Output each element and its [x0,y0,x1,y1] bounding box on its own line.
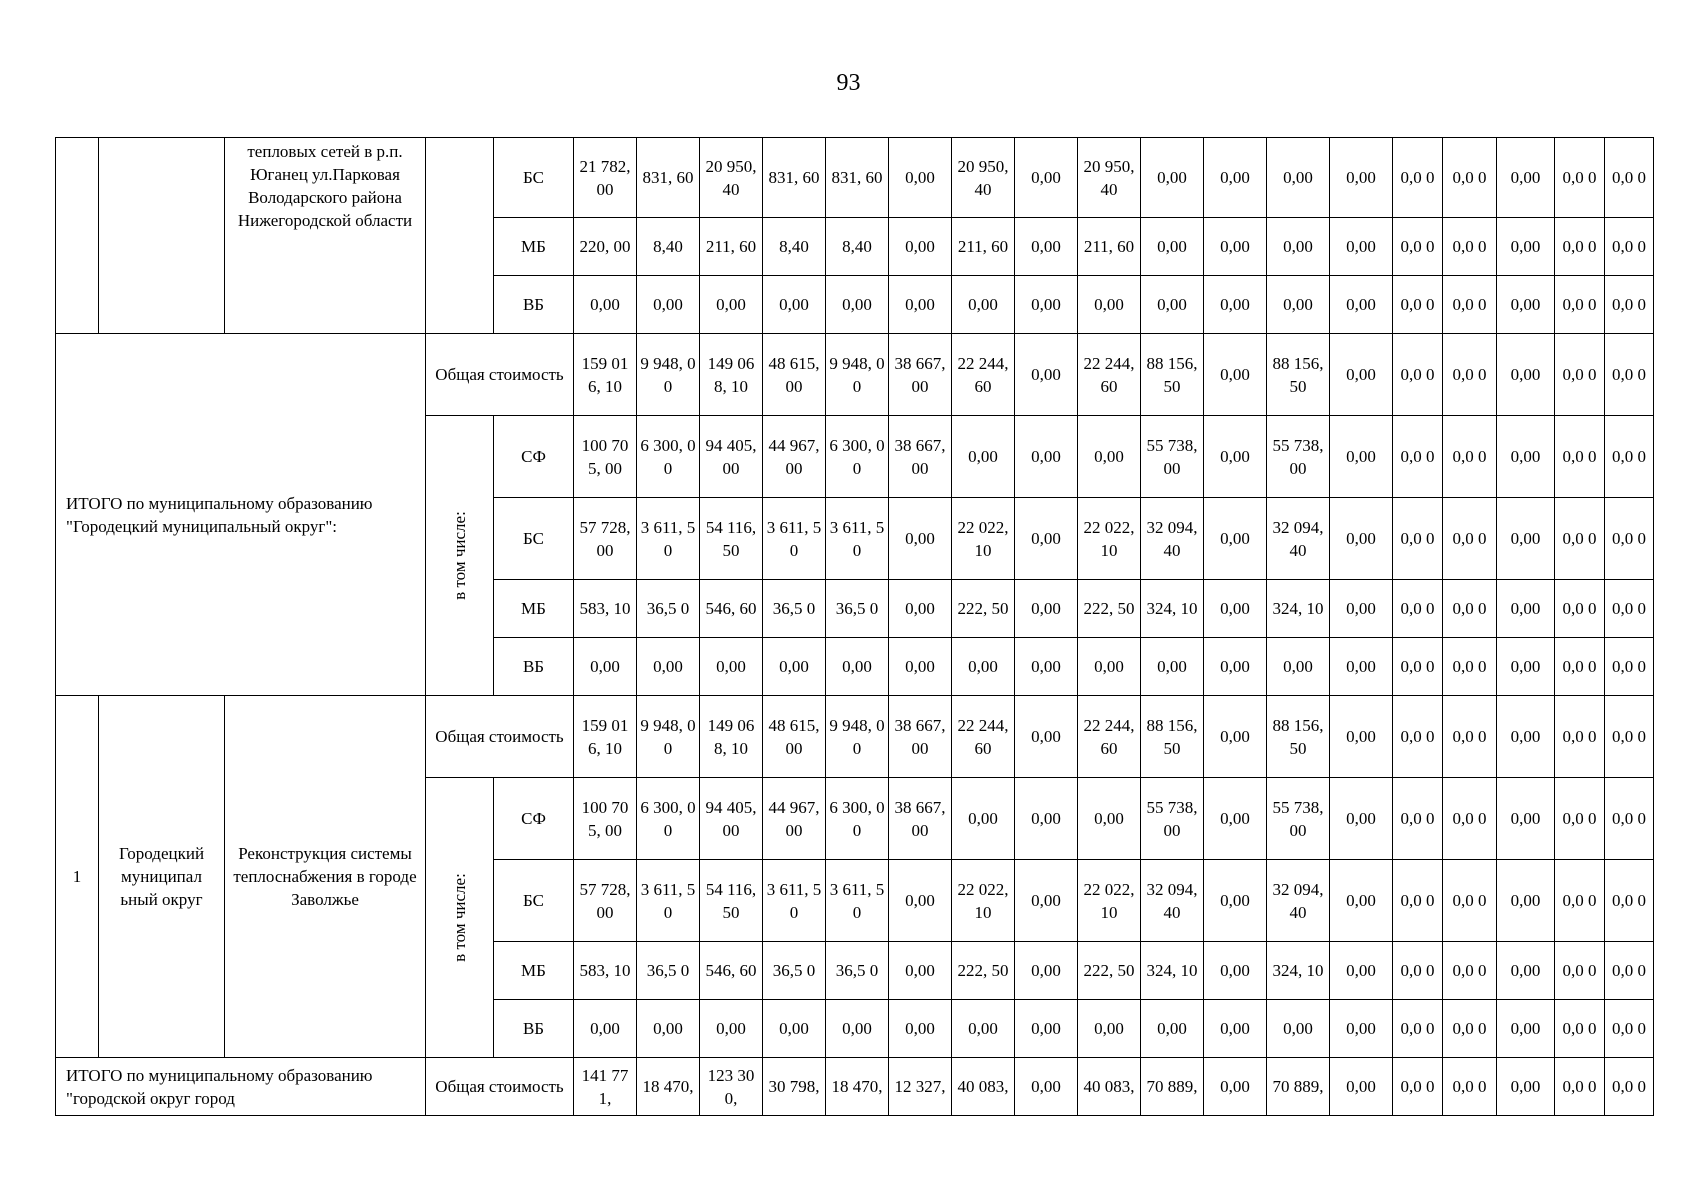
empty-index-cell [56,138,99,334]
source-label: МБ [494,580,574,638]
value-cell: 22 022, 10 [1078,860,1141,942]
including-label-cell [426,778,494,1058]
value-cell: 0,00 [1330,218,1393,276]
value-cell: 546, 60 [700,942,763,1000]
value-cell: 0,0 0 [1605,778,1654,860]
value-cell: 0,0 0 [1605,276,1654,334]
value-cell: 0,00 [952,778,1015,860]
value-cell: 0,00 [1204,416,1267,498]
value-cell: 0,0 0 [1555,218,1605,276]
value-cell: 44 967, 00 [763,778,826,860]
value-cell: 22 022, 10 [952,498,1015,580]
value-cell: 57 728, 00 [574,498,637,580]
value-cell: 0,00 [1141,276,1204,334]
value-cell: 0,0 0 [1555,638,1605,696]
value-cell: 88 156, 50 [1141,696,1204,778]
value-cell: 0,0 0 [1605,696,1654,778]
value-cell: 0,00 [1330,860,1393,942]
value-cell: 8,40 [637,218,700,276]
value-cell: 0,00 [889,580,952,638]
value-cell: 55 738, 00 [1141,778,1204,860]
value-cell: 0,00 [1497,498,1555,580]
value-cell: 21 782, 00 [574,138,637,218]
value-cell: 0,00 [1204,276,1267,334]
block1-bs-row [56,138,1654,218]
value-cell: 0,0 0 [1393,580,1443,638]
value-cell: 0,00 [574,1000,637,1058]
value-cell: 0,0 0 [1393,696,1443,778]
project-description: Реконструкция системы теплоснабжения в городе Заволжье [225,696,426,1058]
value-cell: 0,00 [1330,778,1393,860]
value-cell: 149 068, 10 [700,696,763,778]
value-cell: 55 738, 00 [1267,416,1330,498]
page-number: 93 [836,70,861,96]
value-cell: 18 470, [637,1058,700,1116]
value-cell: 0,00 [1330,1000,1393,1058]
value-cell: 3 611, 50 [763,498,826,580]
value-cell: 222, 50 [1078,942,1141,1000]
value-cell: 0,00 [826,276,889,334]
value-cell: 583, 10 [574,580,637,638]
value-cell: 0,00 [637,276,700,334]
value-cell: 3 611, 50 [637,860,700,942]
value-cell: 0,00 [1497,696,1555,778]
value-cell: 0,0 0 [1605,860,1654,942]
value-cell: 0,00 [1204,860,1267,942]
value-cell: 0,00 [763,638,826,696]
value-cell: 0,00 [763,276,826,334]
value-cell: 55 738, 00 [1267,778,1330,860]
value-cell: 0,00 [1497,1000,1555,1058]
source-label: ВБ [494,638,574,696]
value-cell: 0,00 [1330,1058,1393,1116]
value-cell: 0,00 [1204,778,1267,860]
value-cell: 0,00 [1078,276,1141,334]
value-cell: 9 948, 00 [826,696,889,778]
value-cell: 0,00 [889,218,952,276]
value-cell: 0,0 0 [1443,696,1497,778]
value-cell: 222, 50 [952,580,1015,638]
value-cell: 9 948, 00 [637,696,700,778]
source-label: МБ [494,942,574,1000]
value-cell: 0,00 [826,1000,889,1058]
value-cell: 88 156, 50 [1141,334,1204,416]
source-label: БС [494,498,574,580]
value-cell: 0,0 0 [1443,1058,1497,1116]
value-cell: 32 094, 40 [1267,860,1330,942]
value-cell: 0,00 [574,638,637,696]
value-cell: 0,00 [1078,1000,1141,1058]
value-cell: 0,00 [1497,778,1555,860]
value-cell: 0,0 0 [1443,860,1497,942]
value-cell: 831, 60 [763,138,826,218]
value-cell: 32 094, 40 [1141,498,1204,580]
including-label: в том числе: [450,511,469,600]
value-cell: 211, 60 [700,218,763,276]
value-cell: 0,00 [574,276,637,334]
value-cell: 70 889, [1141,1058,1204,1116]
value-cell: 0,0 0 [1605,1058,1654,1116]
value-cell: 0,00 [1141,1000,1204,1058]
value-cell: 220, 00 [574,218,637,276]
value-cell: 0,00 [1015,860,1078,942]
value-cell: 0,00 [1330,498,1393,580]
value-cell: 0,00 [1330,138,1393,218]
value-cell: 324, 10 [1141,942,1204,1000]
value-cell: 0,00 [763,1000,826,1058]
value-cell: 0,00 [1497,580,1555,638]
value-cell: 0,0 0 [1605,638,1654,696]
source-label: СФ [494,778,574,860]
value-cell: 0,00 [1330,416,1393,498]
value-cell: 57 728, 00 [574,860,637,942]
value-cell: 211, 60 [1078,218,1141,276]
value-cell: 88 156, 50 [1267,696,1330,778]
value-cell: 0,00 [1267,1000,1330,1058]
financing-table [55,137,1654,1116]
value-cell: 0,0 0 [1393,138,1443,218]
value-cell: 0,00 [889,276,952,334]
value-cell: 0,0 0 [1555,138,1605,218]
row-index: 1 [56,696,99,1058]
value-cell: 222, 50 [1078,580,1141,638]
source-label: МБ [494,218,574,276]
value-cell: 22 022, 10 [1078,498,1141,580]
source-label: СФ [494,416,574,498]
value-cell: 0,0 0 [1605,416,1654,498]
value-cell: 159 016, 10 [574,334,637,416]
value-cell: 0,00 [1015,580,1078,638]
value-cell: 20 950, 40 [700,138,763,218]
value-cell: 0,00 [1015,416,1078,498]
value-cell: 94 405, 00 [700,416,763,498]
value-cell: 0,0 0 [1393,860,1443,942]
value-cell: 30 798, [763,1058,826,1116]
value-cell: 0,00 [1497,276,1555,334]
value-cell: 3 611, 50 [826,860,889,942]
value-cell: 0,00 [1204,942,1267,1000]
value-cell: 0,0 0 [1605,942,1654,1000]
value-cell: 0,00 [952,1000,1015,1058]
value-cell: 0,0 0 [1393,276,1443,334]
value-cell: 6 300, 00 [637,416,700,498]
value-cell: 0,00 [1204,638,1267,696]
value-cell: 324, 10 [1267,580,1330,638]
value-cell: 100 705, 00 [574,778,637,860]
value-cell: 36,5 0 [826,580,889,638]
value-cell: 22 244, 60 [952,696,1015,778]
value-cell: 55 738, 00 [1141,416,1204,498]
value-cell: 0,00 [1078,638,1141,696]
value-cell: 100 705, 00 [574,416,637,498]
value-cell: 0,00 [826,638,889,696]
empty-total-cell [426,138,494,334]
value-cell: 36,5 0 [826,942,889,1000]
value-cell: 0,00 [700,276,763,334]
value-cell: 0,00 [1078,778,1141,860]
value-cell: 40 083, [952,1058,1015,1116]
value-cell: 0,00 [1015,778,1078,860]
value-cell: 0,00 [1204,1000,1267,1058]
value-cell: 0,00 [1015,638,1078,696]
value-cell: 0,0 0 [1443,1000,1497,1058]
value-cell: 0,0 0 [1443,218,1497,276]
value-cell: 6 300, 00 [826,778,889,860]
value-cell: 9 948, 00 [826,334,889,416]
block4-total-row [56,1058,1654,1116]
value-cell: 0,00 [1141,638,1204,696]
value-cell: 0,00 [1497,1058,1555,1116]
value-cell: 0,00 [889,638,952,696]
value-cell: 0,0 0 [1555,778,1605,860]
value-cell: 159 016, 10 [574,696,637,778]
value-cell: 0,00 [952,638,1015,696]
value-cell: 48 615, 00 [763,334,826,416]
value-cell: 0,0 0 [1443,498,1497,580]
value-cell: 36,5 0 [763,942,826,1000]
value-cell: 0,00 [1204,334,1267,416]
value-cell: 0,00 [1015,1058,1078,1116]
value-cell: 222, 50 [952,942,1015,1000]
value-cell: 0,0 0 [1555,580,1605,638]
value-cell: 0,00 [1141,138,1204,218]
total-cost-label: Общая стоимость [426,334,574,416]
total-cost-label: Общая стоимость [426,696,574,778]
value-cell: 0,0 0 [1555,498,1605,580]
empty-municipality-cell [99,138,225,334]
value-cell: 0,00 [1497,138,1555,218]
value-cell: 0,00 [1330,580,1393,638]
block2-title: ИТОГО по муниципальному образованию "Городецкий муниципальный округ": [56,334,426,696]
value-cell: 0,00 [700,638,763,696]
value-cell: 0,00 [1330,334,1393,416]
value-cell: 0,0 0 [1393,334,1443,416]
value-cell: 0,00 [952,276,1015,334]
value-cell: 0,0 0 [1443,778,1497,860]
value-cell: 0,00 [1204,218,1267,276]
value-cell: 0,0 0 [1555,416,1605,498]
value-cell: 0,00 [1267,638,1330,696]
value-cell: 36,5 0 [763,580,826,638]
value-cell: 3 611, 50 [763,860,826,942]
block2-total-row [56,334,1654,416]
value-cell: 36,5 0 [637,580,700,638]
value-cell: 0,0 0 [1393,218,1443,276]
value-cell: 0,00 [1078,416,1141,498]
value-cell: 0,0 0 [1555,942,1605,1000]
value-cell: 0,00 [637,1000,700,1058]
value-cell: 141 771, [574,1058,637,1116]
including-label: в том числе: [450,873,469,962]
value-cell: 20 950, 40 [952,138,1015,218]
value-cell: 0,00 [889,1000,952,1058]
value-cell: 0,0 0 [1393,638,1443,696]
value-cell: 38 667, 00 [889,334,952,416]
value-cell: 0,00 [889,138,952,218]
value-cell: 0,0 0 [1555,1000,1605,1058]
value-cell: 0,0 0 [1393,498,1443,580]
value-cell: 0,00 [1015,276,1078,334]
value-cell: 0,0 0 [1393,778,1443,860]
value-cell: 94 405, 00 [700,778,763,860]
value-cell: 0,00 [637,638,700,696]
value-cell: 8,40 [826,218,889,276]
value-cell: 48 615, 00 [763,696,826,778]
value-cell: 0,00 [889,942,952,1000]
value-cell: 0,00 [889,498,952,580]
value-cell: 0,0 0 [1443,638,1497,696]
value-cell: 0,0 0 [1605,334,1654,416]
block1-description: тепловых сетей в р.п. Юганец ул.Парковая Володарского района Нижегородской области [225,138,426,334]
value-cell: 3 611, 50 [637,498,700,580]
value-cell: 22 244, 60 [1078,696,1141,778]
value-cell: 0,00 [1015,138,1078,218]
value-cell: 8,40 [763,218,826,276]
value-cell: 22 244, 60 [1078,334,1141,416]
value-cell: 0,00 [1330,276,1393,334]
value-cell: 0,00 [1497,638,1555,696]
value-cell: 88 156, 50 [1267,334,1330,416]
source-label: ВБ [494,276,574,334]
value-cell: 149 068, 10 [700,334,763,416]
value-cell: 0,00 [1015,218,1078,276]
value-cell: 0,00 [1204,1058,1267,1116]
source-label: БС [494,860,574,942]
value-cell: 0,0 0 [1555,1058,1605,1116]
value-cell: 0,00 [1497,942,1555,1000]
value-cell: 0,0 0 [1443,276,1497,334]
value-cell: 0,00 [1267,138,1330,218]
value-cell: 32 094, 40 [1141,860,1204,942]
value-cell: 831, 60 [637,138,700,218]
value-cell: 0,0 0 [1605,138,1654,218]
value-cell: 0,00 [1330,942,1393,1000]
value-cell: 0,0 0 [1393,1058,1443,1116]
value-cell: 38 667, 00 [889,696,952,778]
value-cell: 324, 10 [1267,942,1330,1000]
value-cell: 0,0 0 [1605,580,1654,638]
value-cell: 0,00 [1204,580,1267,638]
municipality-name: Городецкий муниципал ьный округ [99,696,225,1058]
value-cell: 44 967, 00 [763,416,826,498]
source-label: БС [494,138,574,218]
value-cell: 0,0 0 [1555,696,1605,778]
total-cost-label: Общая стоимость [426,1058,574,1116]
value-cell: 546, 60 [700,580,763,638]
value-cell: 0,00 [952,416,1015,498]
value-cell: 0,00 [1015,334,1078,416]
value-cell: 70 889, [1267,1058,1330,1116]
value-cell: 12 327, [889,1058,952,1116]
value-cell: 0,00 [1497,416,1555,498]
value-cell: 0,0 0 [1555,276,1605,334]
value-cell: 0,00 [889,860,952,942]
value-cell: 0,0 0 [1443,580,1497,638]
value-cell: 32 094, 40 [1267,498,1330,580]
value-cell: 0,00 [1204,498,1267,580]
value-cell: 40 083, [1078,1058,1141,1116]
value-cell: 0,0 0 [1443,138,1497,218]
value-cell: 54 116, 50 [700,498,763,580]
value-cell: 0,00 [1497,334,1555,416]
value-cell: 0,0 0 [1393,942,1443,1000]
value-cell: 20 950, 40 [1078,138,1141,218]
value-cell: 0,00 [1015,498,1078,580]
value-cell: 18 470, [826,1058,889,1116]
value-cell: 0,00 [1204,696,1267,778]
value-cell: 6 300, 00 [637,778,700,860]
value-cell: 0,00 [1204,138,1267,218]
source-label: ВБ [494,1000,574,1058]
value-cell: 0,0 0 [1605,1000,1654,1058]
value-cell: 38 667, 00 [889,778,952,860]
value-cell: 0,00 [700,1000,763,1058]
value-cell: 0,0 0 [1555,334,1605,416]
value-cell: 831, 60 [826,138,889,218]
value-cell: 0,0 0 [1555,860,1605,942]
value-cell: 583, 10 [574,942,637,1000]
value-cell: 0,0 0 [1393,416,1443,498]
value-cell: 0,00 [1497,860,1555,942]
value-cell: 211, 60 [952,218,1015,276]
block4-title: ИТОГО по муниципальному образованию "городской округ город [56,1058,426,1116]
value-cell: 123 300, [700,1058,763,1116]
value-cell: 0,00 [1015,1000,1078,1058]
value-cell: 0,0 0 [1605,498,1654,580]
value-cell: 0,0 0 [1605,218,1654,276]
value-cell: 0,0 0 [1443,942,1497,1000]
value-cell: 0,0 0 [1443,334,1497,416]
value-cell: 0,00 [1015,696,1078,778]
value-cell: 9 948, 00 [637,334,700,416]
including-label-cell [426,416,494,696]
value-cell: 0,00 [1267,218,1330,276]
value-cell: 6 300, 00 [826,416,889,498]
value-cell: 0,00 [1330,638,1393,696]
value-cell: 3 611, 50 [826,498,889,580]
value-cell: 54 116, 50 [700,860,763,942]
value-cell: 36,5 0 [637,942,700,1000]
value-cell: 38 667, 00 [889,416,952,498]
value-cell: 0,00 [1141,218,1204,276]
value-cell: 0,0 0 [1393,1000,1443,1058]
block3-total-row [56,696,1654,778]
value-cell: 0,00 [1330,696,1393,778]
value-cell: 22 244, 60 [952,334,1015,416]
value-cell: 0,00 [1497,218,1555,276]
value-cell: 0,00 [1267,276,1330,334]
value-cell: 22 022, 10 [952,860,1015,942]
value-cell: 0,0 0 [1443,416,1497,498]
value-cell: 0,00 [1015,942,1078,1000]
value-cell: 324, 10 [1141,580,1204,638]
